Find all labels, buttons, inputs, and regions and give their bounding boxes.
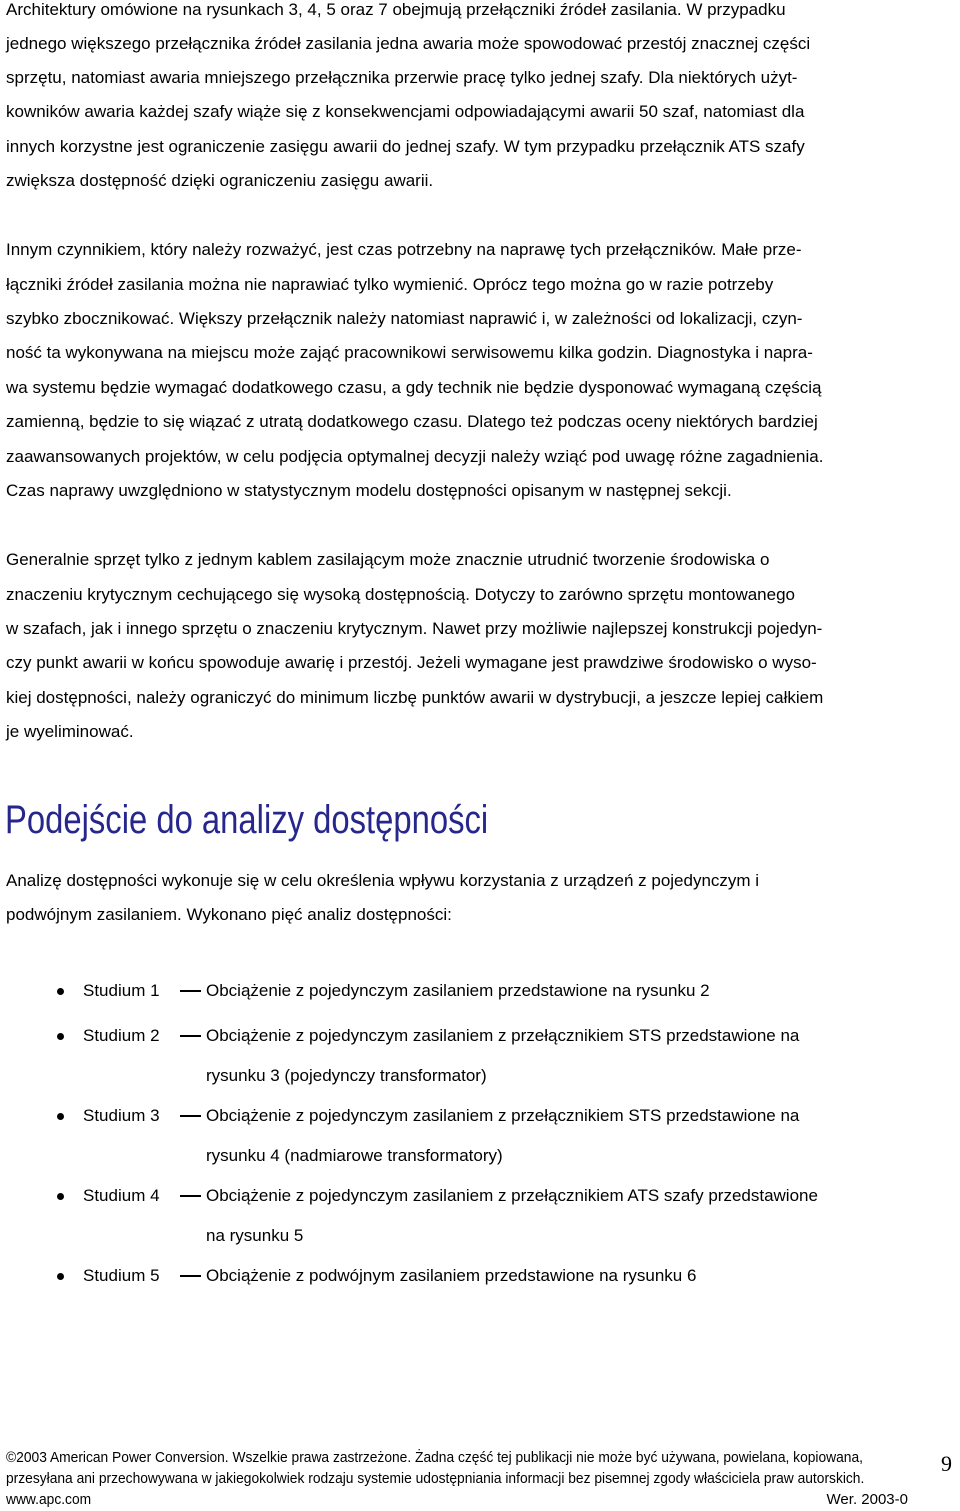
study-text: Obciążenie z pojedynczym zasilaniem z przełącznikiem STS przedstawione na <box>206 1026 800 1045</box>
paragraph-line: podwójnym zasilaniem. Wykonano pięć analiz dostępności: <box>6 905 452 924</box>
paragraph-line: wa systemu będzie wymagać dodatkowego czasu, a gdy technik nie będzie dysponować wymaganą częścią <box>6 378 822 397</box>
paragraph-line: kowników awaria każdej szafy wiąże się z konsekwencjami odpowiadającymi awarii 50 szaf, natomiast dla <box>6 102 805 121</box>
paragraph-line: łączniki źródeł zasilania można nie naprawiać tylko wymienić. Oprócz tego można go w razie potrzeby <box>6 275 774 294</box>
paragraph-line: jednego większego przełącznika źródeł zasilania jedna awaria może spowodować przestój znacznej części <box>6 34 811 53</box>
study-text: Obciążenie z pojedynczym zasilaniem z przełącznikiem STS przedstawione na <box>206 1106 800 1125</box>
paragraph-line: Analizę dostępności wykonuje się w celu określenia wpływu korzystania z urządzeń z pojedynczym i <box>6 871 760 890</box>
paragraph-line: innych korzystne jest ograniczenie zasięgu awarii do jednej szafy. W tym przypadku przełącznik ATS szafy <box>6 137 805 156</box>
paragraph-line: Architektury omówione na rysunkach 3, 4, 5 oraz 7 obejmują przełączniki źródeł zasilania. W przypadku <box>6 0 786 19</box>
paragraph-line: znaczeniu krytycznym cechującego się wysoką dostępnością. Dotyczy to zarówno sprzętu montowanego <box>6 585 795 604</box>
bullet-icon <box>57 1193 64 1200</box>
dash-icon <box>180 990 201 992</box>
dash-icon <box>180 1195 201 1197</box>
section-heading: Podejście do analizy dostępności <box>5 798 489 842</box>
bullet-icon <box>57 1033 64 1040</box>
study-text: Obciążenie z pojedynczym zasilaniem przedstawione na rysunku 2 <box>206 981 710 1000</box>
study-label: Studium 3 <box>83 1106 160 1125</box>
paragraph-line: zaawansowanych projektów, w celu podjęcia optymalnej decyzji należy wziąć pod uwagę różne zagadnienia. <box>6 447 824 466</box>
paragraph-line: sprzętu, natomiast awaria mniejszego przełącznika przerwie pracę tylko jednej szafy. Dla niektórych użyt- <box>6 68 798 87</box>
bullet-icon <box>57 1113 64 1120</box>
study-label: Studium 5 <box>83 1266 160 1285</box>
copyright-notice: ©2003 American Power Conversion. Wszelkie prawa zastrzeżone. Żadna część tej publikacji nie może być używana, powielana, kopiowana, <box>6 1449 864 1466</box>
paragraph-line: zwiększa dostępność dzięki ograniczeniu zasięgu awarii. <box>6 171 434 190</box>
bullet-icon <box>57 1273 64 1280</box>
study-text: Obciążenie z podwójnym zasilaniem przedstawione na rysunku 6 <box>206 1266 697 1285</box>
website-link[interactable]: www.apc.com <box>6 1491 92 1508</box>
dash-icon <box>180 1115 201 1117</box>
paragraph-line: czy punkt awarii w końcu spowoduje awarię i przestój. Jeżeli wymagane jest prawdziwe środowisko o wyso- <box>6 653 817 672</box>
dash-icon <box>180 1035 201 1037</box>
study-text-continued: na rysunku 5 <box>206 1226 304 1245</box>
page-number: 9 <box>941 1451 952 1476</box>
paragraph-line: Innym czynnikiem, który należy rozważyć, jest czas potrzebny na naprawę tych przełączników. Małe prze- <box>6 240 802 259</box>
study-text: Obciążenie z pojedynczym zasilaniem z przełącznikiem ATS szafy przedstawione <box>206 1186 818 1205</box>
study-label: Studium 2 <box>83 1026 160 1045</box>
paragraph-line: w szafach, jak i innego sprzętu o znaczeniu krytycznym. Nawet przy możliwie najlepszej konstrukcji pojedyn- <box>6 619 823 638</box>
copyright-notice-continued: przesyłana ani przechowywana w jakiegokolwiek rodzaju systemie udostępniania informacji bez pisemnej zgody właściciela praw autorskich. <box>6 1470 865 1487</box>
study-text-continued: rysunku 4 (nadmiarowe transformatory) <box>206 1146 503 1165</box>
document-version: Wer. 2003-0 <box>826 1491 908 1508</box>
paragraph-line: Generalnie sprzęt tylko z jednym kablem zasilającym może znacznie utrudnić tworzenie środowiska o <box>6 550 770 569</box>
paragraph-line: szybko zbocznikować. Większy przełącznik należy natomiast naprawić i, w zależności od lokalizacji, czyn- <box>6 309 803 328</box>
paragraph-line: Czas naprawy uwzględniono w statystycznym modelu dostępności opisanym w następnej sekcji. <box>6 481 732 500</box>
bullet-icon <box>57 988 64 995</box>
paragraph-line: zamienną, będzie to się wiązać z utratą dodatkowego czasu. Dlatego też podczas oceny niektórych bardziej <box>6 412 818 431</box>
dash-icon <box>180 1275 201 1277</box>
study-text-continued: rysunku 3 (pojedynczy transformator) <box>206 1066 487 1085</box>
study-label: Studium 1 <box>83 981 160 1000</box>
paragraph-line: je wyeliminować. <box>6 722 134 741</box>
study-label: Studium 4 <box>83 1186 160 1205</box>
paragraph-line: ność ta wykonywana na miejscu może zająć pracownikowi serwisowemu kilka godzin. Diagnostyka i napra- <box>6 343 813 362</box>
paragraph-line: kiej dostępności, należy ograniczyć do minimum liczbę punktów awarii w dystrybucji, a jeszcze lepiej całkiem <box>6 688 824 707</box>
